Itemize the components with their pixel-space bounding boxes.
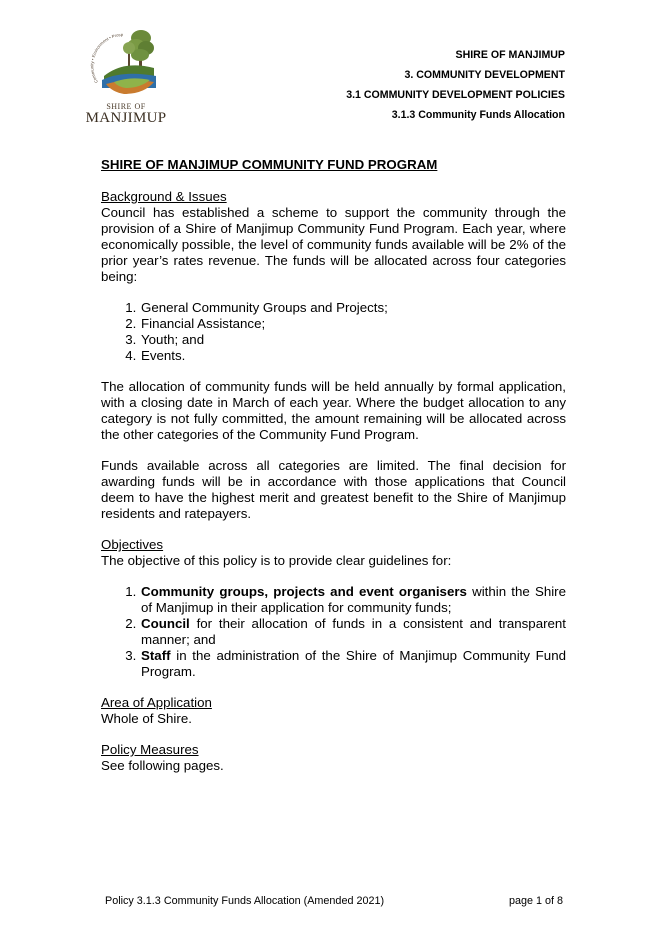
list-item: 1. General Community Groups and Projects; [140, 300, 566, 316]
list-item: 3. Youth; and [140, 332, 566, 348]
objective-bold-text: Community groups, projects and event organisers [141, 584, 467, 599]
header-line-3: 3.1 COMMUNITY DEVELOPMENT POLICIES [346, 89, 565, 101]
list-item: 4. Events. [140, 348, 566, 364]
objective-text: for their allocation of funds in a consistent and transparent manner; and [141, 616, 566, 647]
background-paragraph-2: The allocation of community funds will be held annually by formal application, with a closing date in March of each year. Where the budget allocation to any category is not fully committed, the amount remaining will be allocated across the other categories of the Community Fund Program. [101, 379, 566, 442]
objective-text: in the administration of the Shire of Manjimup Community Fund Program. [141, 648, 566, 679]
page-title: SHIRE OF MANJIMUP COMMUNITY FUND PROGRAM [101, 157, 438, 172]
list-item [140, 584, 566, 616]
footer-page-number: page 1 of 8 [508, 895, 563, 907]
objective-text: within the Shire of Manjimup in their application for community funds; [141, 584, 567, 615]
footer-policy-label: Policy 3.1.3 Community Funds Allocation (Amended 2021) [105, 895, 385, 907]
objective-bold-text: Staff [141, 648, 171, 663]
background-heading: Background & Issues [101, 189, 227, 204]
measures-heading: Policy Measures [101, 742, 199, 757]
logo-emblem-icon [84, 24, 168, 104]
shire-logo [84, 24, 168, 130]
document-header [346, 45, 565, 125]
page-footer [105, 895, 563, 907]
objectives-heading: Objectives [101, 537, 164, 552]
logo-ring-text: Community • Environment • Prosp [89, 31, 124, 85]
background-paragraph-1: Council has established a scheme to support the community through the provision of a Shire of Manjimup Community Fund Program. Each year, where economically possible, the level of community funds available will be 2% of the prior year’s rates revenue. The funds will be allocated across four categories being: [101, 205, 566, 284]
header-line-2: 3. COMMUNITY DEVELOPMENT [404, 69, 565, 81]
header-line-4: 3.1.3 Community Funds Allocation [391, 109, 565, 121]
measures-text: See following pages. [101, 758, 224, 773]
logo-text-manjimup: MANJIMUP [85, 110, 167, 126]
categories-list [101, 300, 566, 364]
list-item [140, 616, 566, 648]
objectives-intro: The objective of this policy is to provide clear guidelines for: [101, 553, 452, 568]
header-line-1: SHIRE OF MANJIMUP [455, 49, 565, 61]
background-paragraph-3: Funds available across all categories are limited. The final decision for awarding funds will be in accordance with those applications that Council deem to have the highest merit and greatest benefit to the Shire of Manjimup residents and ratepayers. [101, 458, 566, 521]
document-body [101, 157, 566, 774]
list-item [140, 648, 566, 680]
objectives-list [101, 584, 566, 680]
area-heading: Area of Application [101, 695, 212, 710]
list-item: 2. Financial Assistance; [140, 316, 566, 332]
area-text: Whole of Shire. [101, 711, 192, 726]
logo-text-shire-of: SHIRE OF [106, 102, 146, 111]
objective-bold-text: Council [141, 616, 190, 631]
